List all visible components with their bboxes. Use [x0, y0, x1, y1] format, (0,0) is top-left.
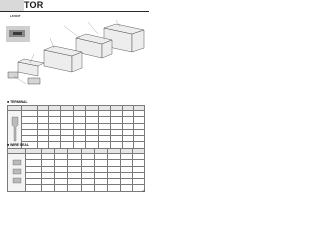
- table-cell: [55, 185, 68, 191]
- page-title: TOR: [24, 0, 44, 10]
- table-cell: [82, 185, 95, 191]
- wire-seal-section-title: [7, 143, 29, 147]
- wire-seal-table: [7, 148, 145, 192]
- wire-seal-drawing: [9, 157, 25, 187]
- terminal-section-title: [7, 100, 28, 104]
- page-number: 47: [142, 190, 145, 193]
- terminal-title: TERMINAL: [10, 100, 28, 104]
- header-rule: [0, 11, 149, 12]
- table-cell: [95, 185, 108, 191]
- terminal-marker: ■: [7, 100, 10, 104]
- connector-photo: [6, 26, 30, 42]
- table-cell: [108, 185, 121, 191]
- table-cell: [42, 185, 55, 191]
- terminal-drawing: [9, 115, 21, 143]
- layout-label: LAYOUT: [10, 15, 21, 18]
- table-cell: [121, 185, 133, 191]
- table-row: [8, 185, 145, 191]
- header-accent: [0, 0, 24, 11]
- wire-seal-marker: ■: [7, 143, 10, 147]
- wire-seal-image-cell: [8, 154, 26, 192]
- table-cell: [68, 185, 82, 191]
- wire-seal-title: WIRE SEAL: [10, 143, 29, 147]
- layout-diagram: [4, 18, 146, 90]
- table-cell: [26, 185, 42, 191]
